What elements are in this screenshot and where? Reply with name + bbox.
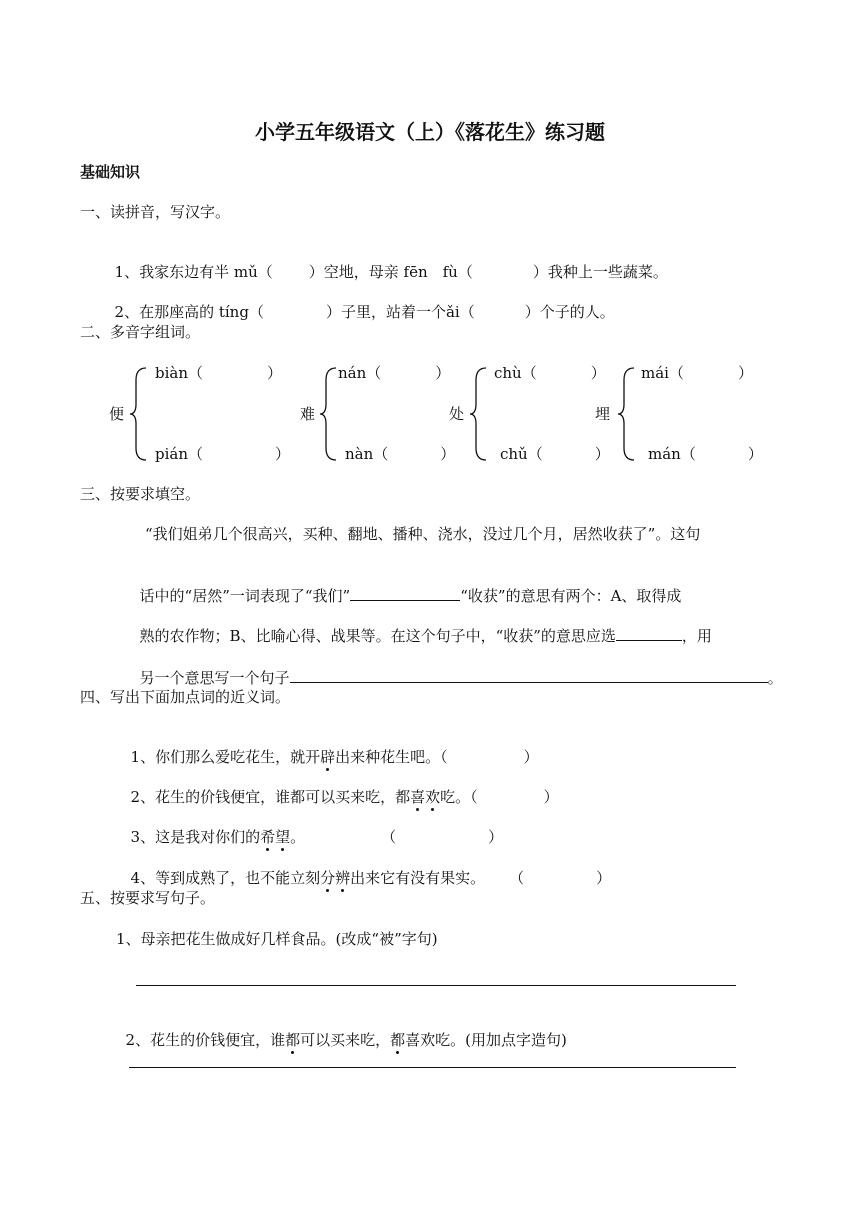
reading-bottom: nàn（ ） — [345, 445, 456, 463]
brace-icon — [128, 366, 154, 462]
polyphone-char: 便 — [109, 405, 125, 423]
answer-line[interactable] — [136, 985, 736, 986]
dotted-char: 欢 — [425, 788, 441, 806]
q3-line-4: 另一个意思写一个句子 。 — [139, 669, 783, 687]
q3-line-2: 话中的“居然”一词表现了“我们” “收获”的意思有两个：A、取得成 — [139, 587, 682, 605]
dotted-char: 喜 — [410, 788, 426, 806]
q1-item-2-part-c: ）个子的人。 — [524, 303, 615, 321]
reading-top: chù（ ） — [494, 364, 606, 382]
reading-top: nán（ ） — [338, 364, 451, 382]
q3-line-3: 熟的农作物；B、比喻心得、战果等。在这个句子中，“收获”的意思应选 ，用 — [139, 627, 712, 645]
dotted-char: 都 — [390, 1031, 406, 1049]
q4-item-3: 3、这是我对你们的希望。 （ ） — [130, 828, 504, 846]
q1-item-2-part-a: 2、在那座高的 tíng（ — [114, 303, 264, 321]
dotted-char: 分 — [320, 869, 336, 887]
dotted-char: 望 — [275, 828, 291, 846]
q1-item-1 — [105, 242, 668, 282]
reading-bottom: pián（ ） — [155, 445, 291, 463]
q4-item-2: 2、花生的价钱便宜，谁都可以买来吃，都喜欢吃。（ ） — [130, 788, 559, 806]
q2-heading: 二、多音字组词。 — [80, 323, 201, 341]
q4-item-1: 1、你们那么爱吃花生，就开辟出来种花生吧。（ ） — [130, 748, 539, 766]
q4-item-4: 4、等到成熟了，也不能立刻分辨出来它有没有果实。 （ ） — [130, 869, 612, 887]
answer-blank[interactable] — [616, 625, 682, 641]
answer-blank[interactable] — [350, 585, 460, 601]
q1-item-1-part-b: ）空地，母亲 fēn fù（ — [308, 263, 473, 281]
q5-item-1: 1、母亲把花生做成好几样食品。(改成“被”字句) — [116, 930, 438, 948]
q4-heading: 四、写出下面加点词的近义词。 — [80, 688, 291, 706]
polyphone-char: 埋 — [595, 405, 611, 423]
dotted-char: 希 — [260, 828, 276, 846]
q1-item-2-part-b: ）子里，站着一个ǎi（ — [325, 303, 475, 321]
polyphone-char: 难 — [300, 405, 316, 423]
dotted-char: 都 — [285, 1031, 301, 1049]
brace-icon — [616, 366, 642, 462]
reading-top: biàn（ ） — [155, 364, 283, 382]
reading-bottom: mán（ ） — [648, 445, 763, 463]
answer-blank[interactable] — [290, 667, 768, 683]
q3-heading: 三、按要求填空。 — [80, 485, 201, 503]
brace-icon — [468, 366, 494, 462]
answer-line[interactable] — [129, 1067, 736, 1068]
dotted-char: 辨 — [335, 869, 351, 887]
page-title: 小学五年级语文（上）《落花生》练习题 — [255, 120, 605, 144]
q1-item-1-part-c: ）我种上一些蔬菜。 — [532, 263, 668, 281]
reading-bottom: chǔ（ ） — [500, 445, 610, 463]
q5-heading: 五、按要求写句子。 — [80, 889, 216, 907]
q5-item-2: 2、花生的价钱便宜，谁都可以买来吃，都喜欢吃。(用加点字造句) — [125, 1031, 567, 1049]
dotted-char: 辟 — [320, 748, 336, 766]
q1-heading: 一、读拼音，写汉字。 — [80, 203, 231, 221]
reading-top: mái（ ） — [641, 364, 753, 382]
q3-line-1: “我们姐弟几个很高兴，买种、翻地、播种、浇水，没过几个月，居然收获了”。这句 — [145, 525, 701, 543]
q1-item-2 — [105, 282, 615, 322]
polyphone-char: 处 — [449, 405, 465, 423]
section-label: 基础知识 — [80, 163, 141, 181]
q1-item-1-part-a: 1、我家东边有半 mǔ（ — [114, 263, 273, 281]
